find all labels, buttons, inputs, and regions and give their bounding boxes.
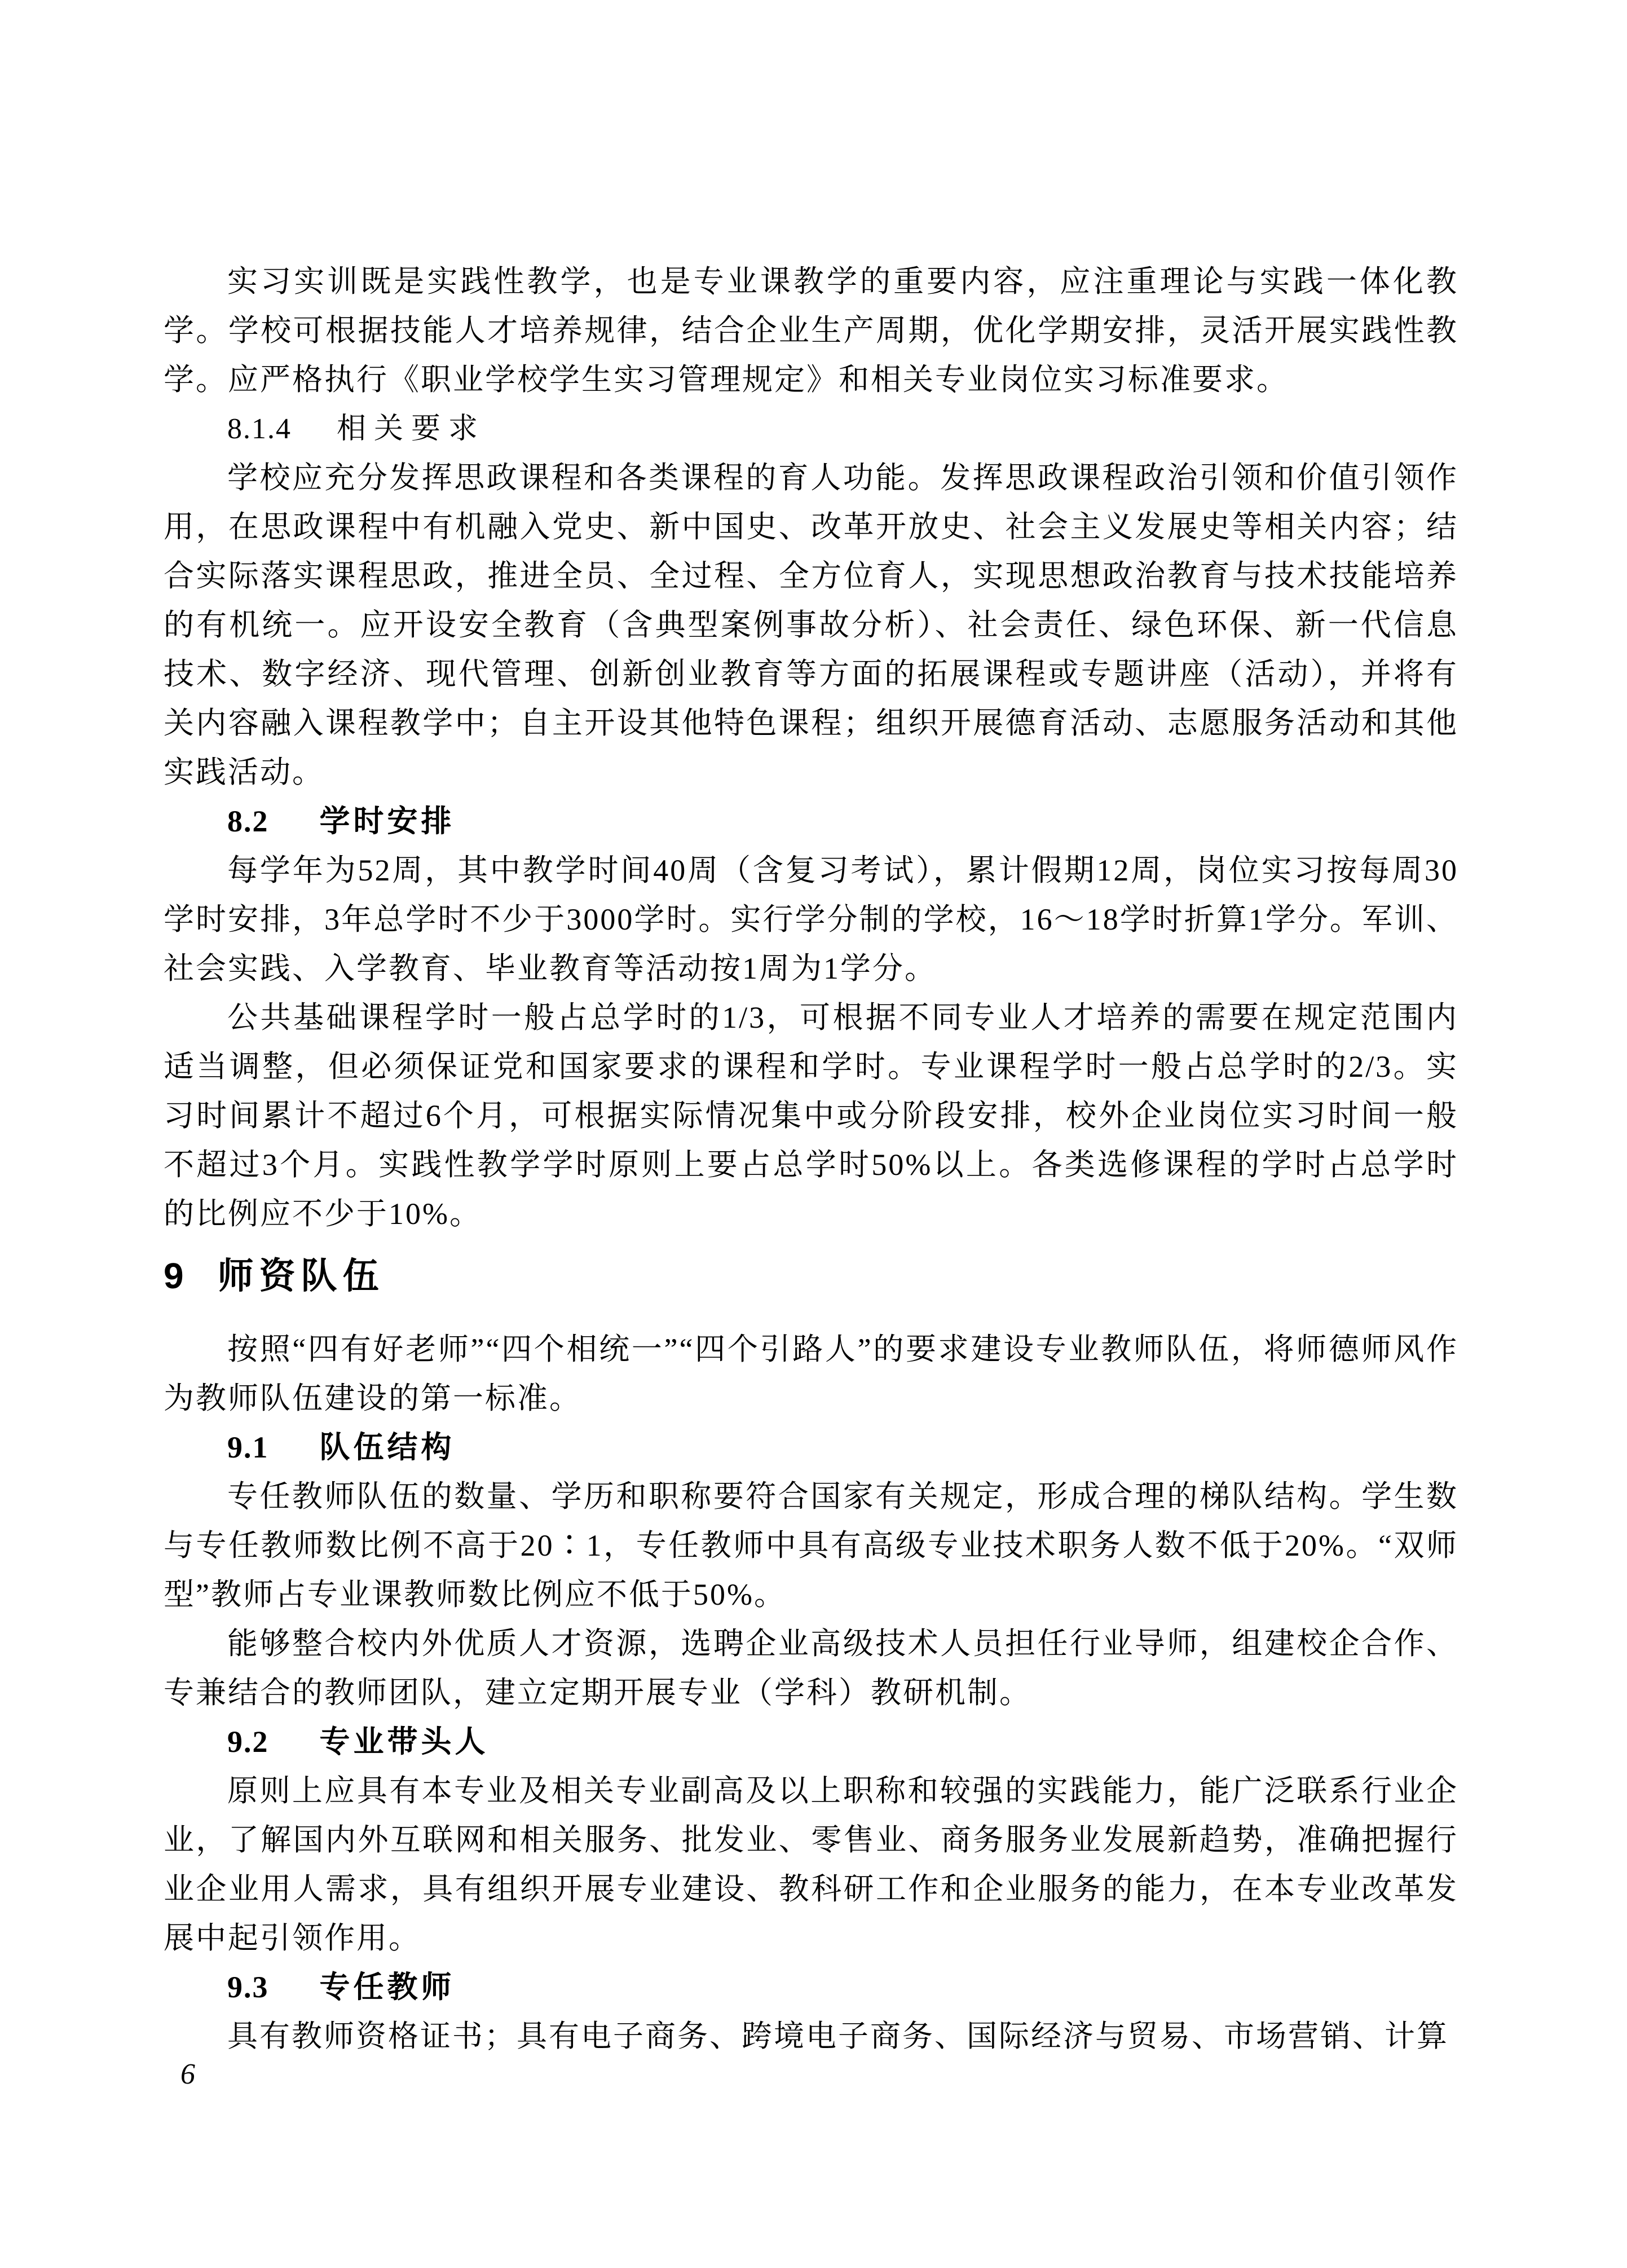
heading-9-2 <box>164 1717 1458 1767</box>
heading-number: 9 <box>164 1256 184 1296</box>
heading-9-3 <box>164 1963 1458 2012</box>
heading-title: 师资队伍 <box>217 1256 385 1296</box>
heading-title: 专业带头人 <box>319 1725 489 1759</box>
heading-number: 8.1.4 <box>227 413 292 445</box>
heading-9 <box>164 1248 1458 1305</box>
paragraph-talent-integration: 能够整合校内外优质人才资源，选聘企业高级技术人员担任行业导师，组建校企合作、专兼结合的教师团队，建立定期开展专业（学科）教研机制。 <box>164 1627 1458 1710</box>
heading-9-1 <box>164 1423 1458 1472</box>
paragraph-practice-training: 实习实训既是实践性教学，也是专业课教学的重要内容，应注重理论与实践一体化教学。学校可根据技能人才培养规律，结合企业生产周期，优化学期安排，灵活开展实践性教学。应严格执行《职业学校学生实习管理规定》和相关专业岗位实习标准要求。 <box>164 265 1458 397</box>
heading-number: 9.1 <box>227 1430 269 1464</box>
heading-number: 9.3 <box>227 1970 269 2004</box>
page-number: 6 <box>180 2058 195 2090</box>
heading-title: 队伍结构 <box>319 1430 455 1464</box>
paragraph-ideological-education: 学校应充分发挥思政课程和各类课程的育人功能。发挥思政课程政治引领和价值引领作用，在思政课程中有机融入党史、新中国史、改革开放史、社会主义发展史等相关内容；结合实际落实课程思政，推进全员、全过程、全方位育人，实现思想政治教育与技术技能培养的有机统一。应开设安全教育（含典型案例事故分析）、社会责任、绿色环保、新一代信息技术、数字经济、现代管理、创新创业教育等方面的拓展课程或专题讲座（活动），并将有关内容融入课程教学中；自主开设其他特色课程；组织开展德育活动、志愿服务活动和其他实践活动。 <box>164 461 1458 789</box>
heading-number: 8.2 <box>227 804 269 838</box>
heading-title: 专任教师 <box>319 1970 455 2004</box>
paragraph-fulltime-teachers: 具有教师资格证书；具有电子商务、跨境电子商务、国际经济与贸易、市场营销、计算 <box>227 2019 1449 2053</box>
paragraph-teacher-team-requirements: 按照“四有好老师”“四个相统一”“四个引路人”的要求建设专业教师队伍，将师德师风作为教师队伍建设的第一标准。 <box>164 1332 1458 1415</box>
heading-title: 学时安排 <box>319 804 455 838</box>
paragraph-course-hour-ratios: 公共基础课程学时一般占总学时的1/3，可根据不同专业人才培养的需要在规定范围内适当调整，但必须保证党和国家要求的课程和学时。专业课程学时一般占总学时的2/3。实习时间累计不超过6个月，可根据实际情况集中或分阶段安排，校外企业岗位实习时间一般不超过3个月。实践性教学学时原则上要占总学时50%以上。各类选修课程的学时占总学时的比例应不少于10%。 <box>164 1001 1458 1231</box>
paragraph-school-year-hours: 每学年为52周，其中教学时间40周（含复习考试），累计假期12周，岗位实习按每周30学时安排，3年总学时不少于3000学时。实行学分制的学校，16～18学时折算1学分。军训、社会实践、入学教育、毕业教育等活动按1周为1学分。 <box>164 853 1458 985</box>
heading-8-1-4 <box>164 404 1458 453</box>
document-content <box>164 257 1458 2061</box>
paragraph-program-leader: 原则上应具有本专业及相关专业副高及以上职称和较强的实践能力，能广泛联系行业企业，了解国内外互联网和相关服务、批发业、零售业、商务服务业发展新趋势，准确把握行业企业用人需求，具有组织开展专业建设、教科研工作和企业服务的能力，在本专业改革发展中起引领作用。 <box>164 1774 1458 1955</box>
heading-8-2 <box>164 797 1458 846</box>
page-footer <box>180 2058 195 2091</box>
heading-number: 9.2 <box>227 1725 269 1759</box>
heading-title: 相关要求 <box>337 413 486 445</box>
paragraph-team-structure: 专任教师队伍的数量、学历和职称要符合国家有关规定，形成合理的梯队结构。学生数与专任教师数比例不高于20∶1，专任教师中具有高级专业技术职务人数不低于20%。“双师型”教师占专业课教师数比例应不低于50%。 <box>164 1479 1458 1611</box>
